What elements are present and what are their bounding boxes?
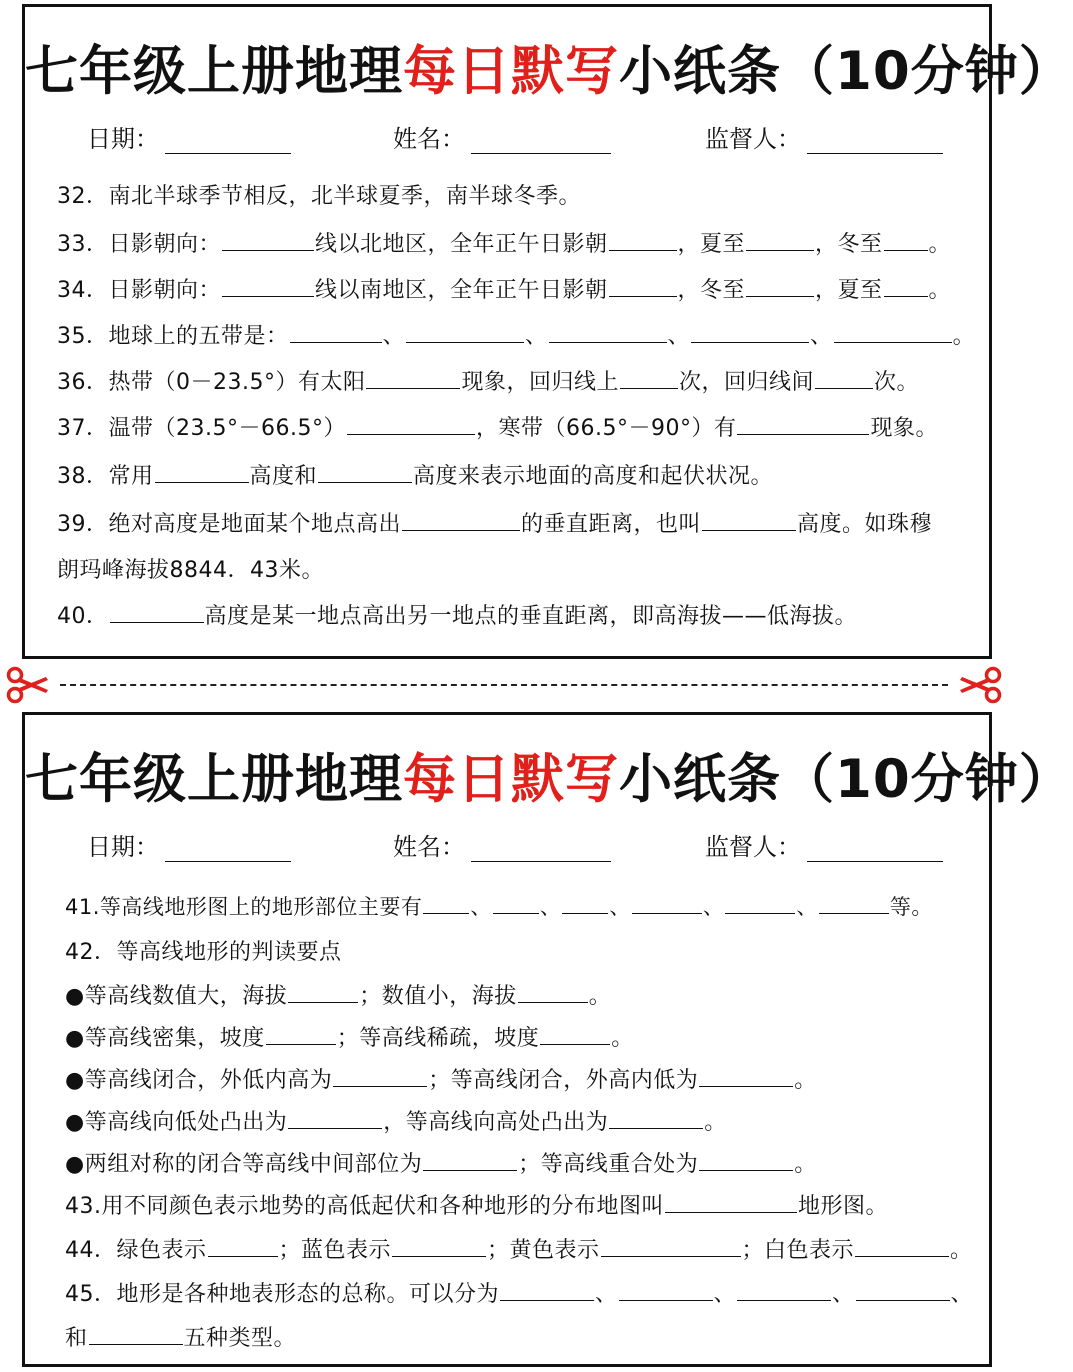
title-part: 七年级上册地理 — [25, 749, 403, 810]
question-34: 34．日影朝向： 线以南地区，全年正午日影朝 ，冬至 ，夏至 。 — [57, 273, 951, 304]
title-highlight: 每日默写 — [403, 749, 619, 810]
question-37: 37．温带（23.5°－66.5°） ，寒带（66.5°－90°）有 现象。 — [57, 411, 938, 442]
bullet-5: ●两组对称的闭合等高线中间部位为 ；等高线重合处为 。 — [65, 1147, 817, 1178]
supervisor-label: 监督人： — [705, 125, 801, 153]
name-blank[interactable] — [471, 127, 611, 154]
supervisor-blank[interactable] — [807, 127, 943, 154]
date-blank[interactable] — [165, 835, 291, 862]
question-38: 38．常用 高度和 高度来表示地面的高度和起伏状况。 — [57, 459, 773, 490]
date-label: 日期： — [87, 125, 159, 153]
answer-blank[interactable] — [699, 1064, 793, 1087]
bullet-4: ●等高线向低处凸出为 ，等高线向高处凸出为 。 — [65, 1105, 727, 1136]
title-part: 小纸条（10分钟） — [619, 749, 1073, 810]
name-label: 姓名： — [393, 833, 465, 861]
answer-blank[interactable] — [856, 1278, 950, 1301]
question-39-cont: 朗玛峰海拔8844．43米。 — [57, 558, 324, 583]
answer-blank[interactable] — [562, 891, 608, 914]
answer-blank[interactable] — [819, 891, 889, 914]
question-39: 39．绝对高度是地面某个地点高出 的垂直距离，也叫 高度。如珠穆 — [57, 507, 932, 538]
scissors-icon — [958, 666, 1002, 704]
dictation-slip-1 — [22, 4, 1073, 659]
answer-blank[interactable] — [155, 460, 249, 483]
answer-blank[interactable] — [699, 1148, 793, 1171]
question-36: 36．热带（0－23.5°）有太阳 现象，回归线上 次，回归线间 次。 — [57, 365, 919, 396]
question-32: 32．南北半球季节相反，北半球夏季，南半球冬季。 — [57, 184, 581, 209]
answer-blank[interactable] — [423, 1148, 517, 1171]
date-field[interactable] — [87, 827, 291, 862]
answer-blank[interactable] — [347, 412, 475, 435]
question-42: 42．等高线地形的判读要点 — [65, 940, 342, 965]
answer-blank[interactable] — [540, 1022, 610, 1045]
answer-blank[interactable] — [884, 274, 928, 297]
name-field[interactable] — [393, 827, 611, 862]
answer-blank[interactable] — [333, 1064, 427, 1087]
answer-blank[interactable] — [208, 1234, 278, 1257]
question-44: 44．绿色表示 ；蓝色表示 ；黄色表示 ；白色表示 。 — [65, 1233, 973, 1264]
name-blank[interactable] — [471, 835, 611, 862]
answer-blank[interactable] — [518, 980, 588, 1003]
answer-blank[interactable] — [288, 980, 358, 1003]
answer-blank[interactable] — [222, 228, 314, 251]
answer-blank[interactable] — [737, 412, 869, 435]
supervisor-label: 监督人： — [705, 833, 801, 861]
answer-blank[interactable] — [725, 891, 795, 914]
bullet-2: ●等高线密集，坡度 ；等高线稀疏，坡度 。 — [65, 1021, 634, 1052]
answer-blank[interactable] — [665, 1190, 797, 1213]
answer-blank[interactable] — [288, 1106, 382, 1129]
answer-blank[interactable] — [290, 320, 382, 343]
answer-blank[interactable] — [619, 1278, 713, 1301]
answer-blank[interactable] — [834, 320, 952, 343]
scissors-icon — [6, 666, 50, 704]
answer-blank[interactable] — [423, 891, 469, 914]
answer-blank[interactable] — [222, 274, 314, 297]
question-33: 33．日影朝向： 线以北地区，全年正午日影朝 ，夏至 ，冬至 。 — [57, 227, 951, 258]
answer-blank[interactable] — [609, 228, 677, 251]
cut-line — [60, 684, 948, 686]
answer-blank[interactable] — [493, 891, 539, 914]
name-field[interactable] — [393, 119, 611, 154]
bullet-1: ●等高线数值大，海拔 ；数值小，海拔 。 — [65, 979, 611, 1010]
answer-blank[interactable] — [392, 1234, 486, 1257]
answer-blank[interactable] — [702, 508, 796, 531]
supervisor-blank[interactable] — [807, 835, 943, 862]
answer-blank[interactable] — [366, 366, 460, 389]
answer-blank[interactable] — [318, 460, 412, 483]
slip-title — [25, 29, 1073, 105]
answer-blank[interactable] — [746, 274, 814, 297]
answer-blank[interactable] — [110, 600, 204, 623]
question-41: 41.等高线地形图上的地形部位主要有 、 、 、 、 、 等。 — [65, 891, 933, 921]
supervisor-field[interactable] — [705, 827, 943, 862]
date-blank[interactable] — [165, 127, 291, 154]
answer-blank[interactable] — [402, 508, 520, 531]
answer-blank[interactable] — [601, 1234, 741, 1257]
answer-blank[interactable] — [691, 320, 809, 343]
answer-blank[interactable] — [609, 274, 677, 297]
question-45-cont: 和 五种类型。 — [65, 1321, 296, 1352]
question-43: 43.用不同颜色表示地势的高低起伏和各种地形的分布地图叫 地形图。 — [65, 1189, 888, 1220]
title-part: 小纸条（10分钟） — [619, 41, 1073, 102]
question-45: 45．地形是各种地表形态的总称。可以分为 、 、 、 、 — [65, 1277, 973, 1308]
answer-blank[interactable] — [406, 320, 524, 343]
answer-blank[interactable] — [737, 1278, 831, 1301]
slip-title — [25, 737, 1073, 813]
dictation-slip-2 — [22, 712, 1073, 1367]
date-label: 日期： — [87, 833, 159, 861]
bullet-3: ●等高线闭合，外低内高为 ；等高线闭合，外高内低为 。 — [65, 1063, 817, 1094]
answer-blank[interactable] — [815, 366, 873, 389]
answer-blank[interactable] — [549, 320, 667, 343]
name-label: 姓名： — [393, 125, 465, 153]
answer-blank[interactable] — [89, 1322, 183, 1345]
answer-blank[interactable] — [609, 1106, 703, 1129]
supervisor-field[interactable] — [705, 119, 943, 154]
date-field[interactable] — [87, 119, 291, 154]
answer-blank[interactable] — [500, 1278, 594, 1301]
question-35: 35．地球上的五带是： 、 、 、 、 。 — [57, 319, 975, 350]
title-part: 七年级上册地理 — [25, 41, 403, 102]
question-40: 40． 高度是某一地点高出另一地点的垂直距离，即高海拔——低海拔。 — [57, 599, 857, 630]
answer-blank[interactable] — [855, 1234, 949, 1257]
answer-blank[interactable] — [632, 891, 702, 914]
answer-blank[interactable] — [746, 228, 814, 251]
answer-blank[interactable] — [620, 366, 678, 389]
title-highlight: 每日默写 — [403, 41, 619, 102]
answer-blank[interactable] — [884, 228, 928, 251]
answer-blank[interactable] — [266, 1022, 336, 1045]
